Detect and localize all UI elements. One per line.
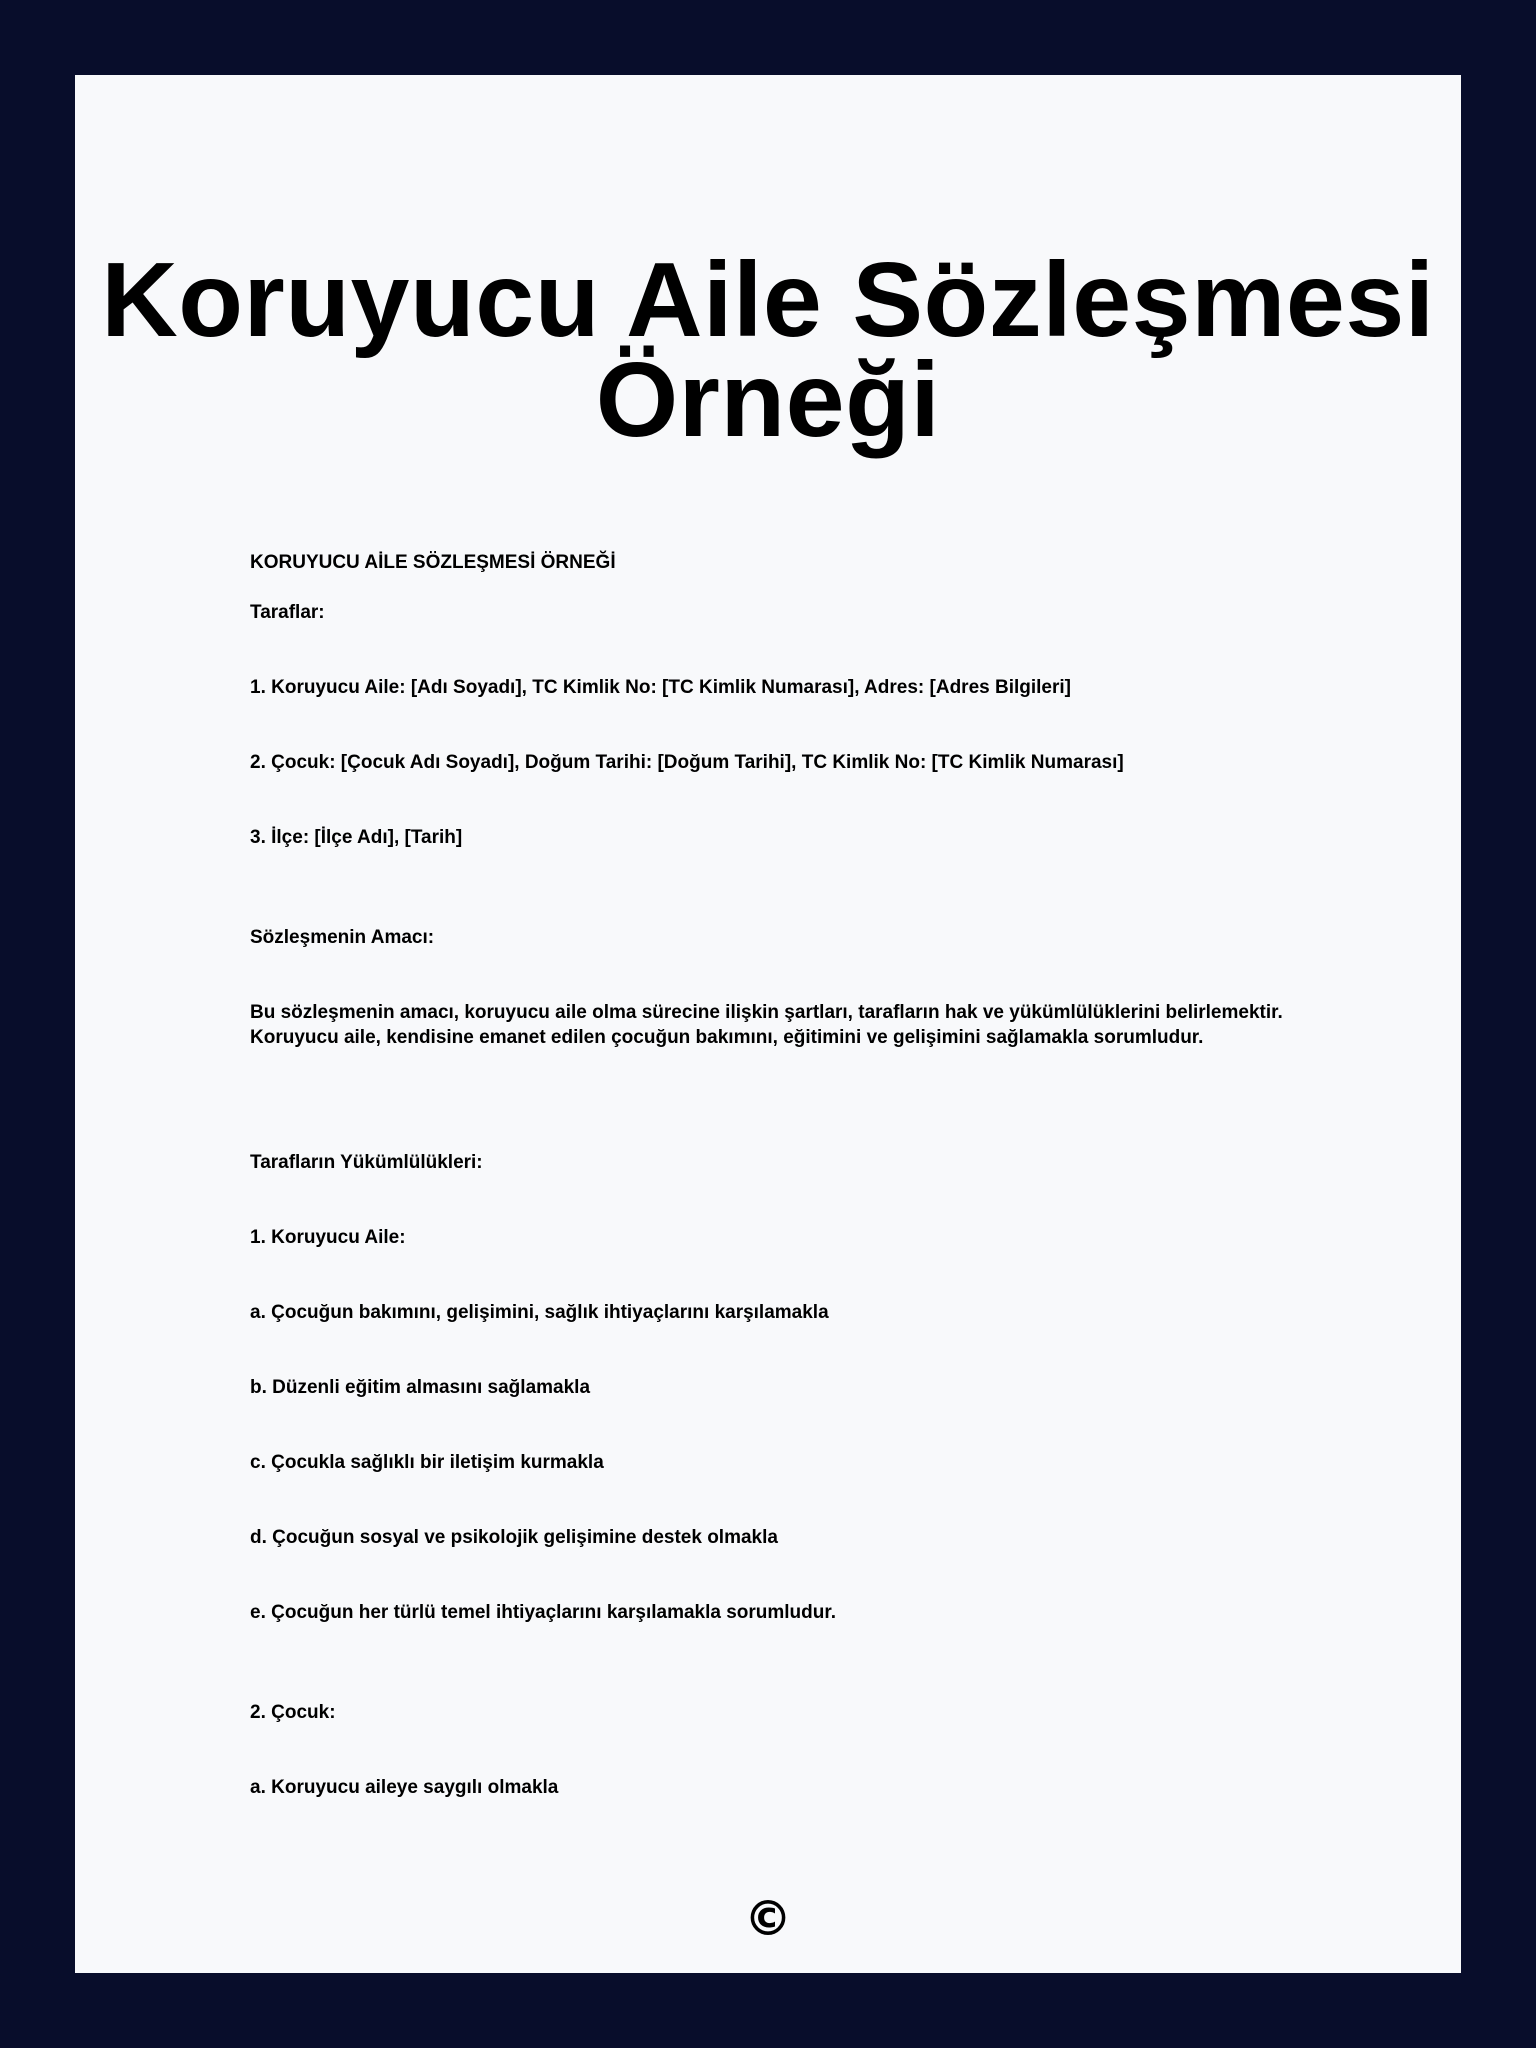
child-obligation-item: a. Koruyucu aileye saygılı olmakla	[250, 1777, 559, 1798]
document-heading: KORUYUCU AİLE SÖZLEŞMESİ ÖRNEĞİ	[250, 552, 616, 573]
family-obligation-item: b. Düzenli eğitim almasını sağlamakla	[250, 1377, 591, 1398]
family-obligation-item: c. Çocukla sağlıklı bir iletişim kurmakla	[250, 1452, 604, 1473]
family-obligation-item: d. Çocuğun sosyal ve psikolojik gelişimine destek olmakla	[250, 1527, 778, 1548]
party-item: 1. Koruyucu Aile: [Adı Soyadı], TC Kimlik No: [TC Kimlik Numarası], Adres: [Adres Bilgileri]	[250, 677, 1071, 698]
purpose-label: Sözleşmenin Amacı:	[250, 927, 435, 948]
family-label: 1. Koruyucu Aile:	[250, 1227, 406, 1248]
obligations-label: Tarafların Yükümlülükleri:	[250, 1152, 483, 1173]
family-obligation-item: a. Çocuğun bakımını, gelişimini, sağlık ihtiyaçlarını karşılamakla	[250, 1302, 829, 1323]
child-label: 2. Çocuk:	[250, 1702, 336, 1723]
parties-label: Taraflar:	[250, 602, 325, 623]
party-item: 3. İlçe: [İlçe Adı], [Tarih]	[250, 827, 463, 848]
copyright-icon: ©	[744, 1891, 792, 1947]
family-obligation-item: e. Çocuğun her türlü temel ihtiyaçlarını karşılamakla sorumludur.	[250, 1602, 837, 1623]
purpose-paragraph: Bu sözleşmenin amacı, koruyucu aile olma sürecine ilişkin şartları, tarafların hak ve yükümlülüklerini belirlemektir. Koruyucu aile, kendisine emanet edilen çocuğun bakımını, eğitimini ve gelişimini sağlamakla sorumludur.	[250, 1002, 1283, 1048]
party-item: 2. Çocuk: [Çocuk Adı Soyadı], Doğum Tarihi: [Doğum Tarihi], TC Kimlik No: [TC Kimlik Numarası]	[250, 752, 1124, 773]
page-title: Koruyucu Aile Sözleşmesi Örneği	[101, 241, 1435, 459]
document-sheet	[75, 75, 1461, 1973]
